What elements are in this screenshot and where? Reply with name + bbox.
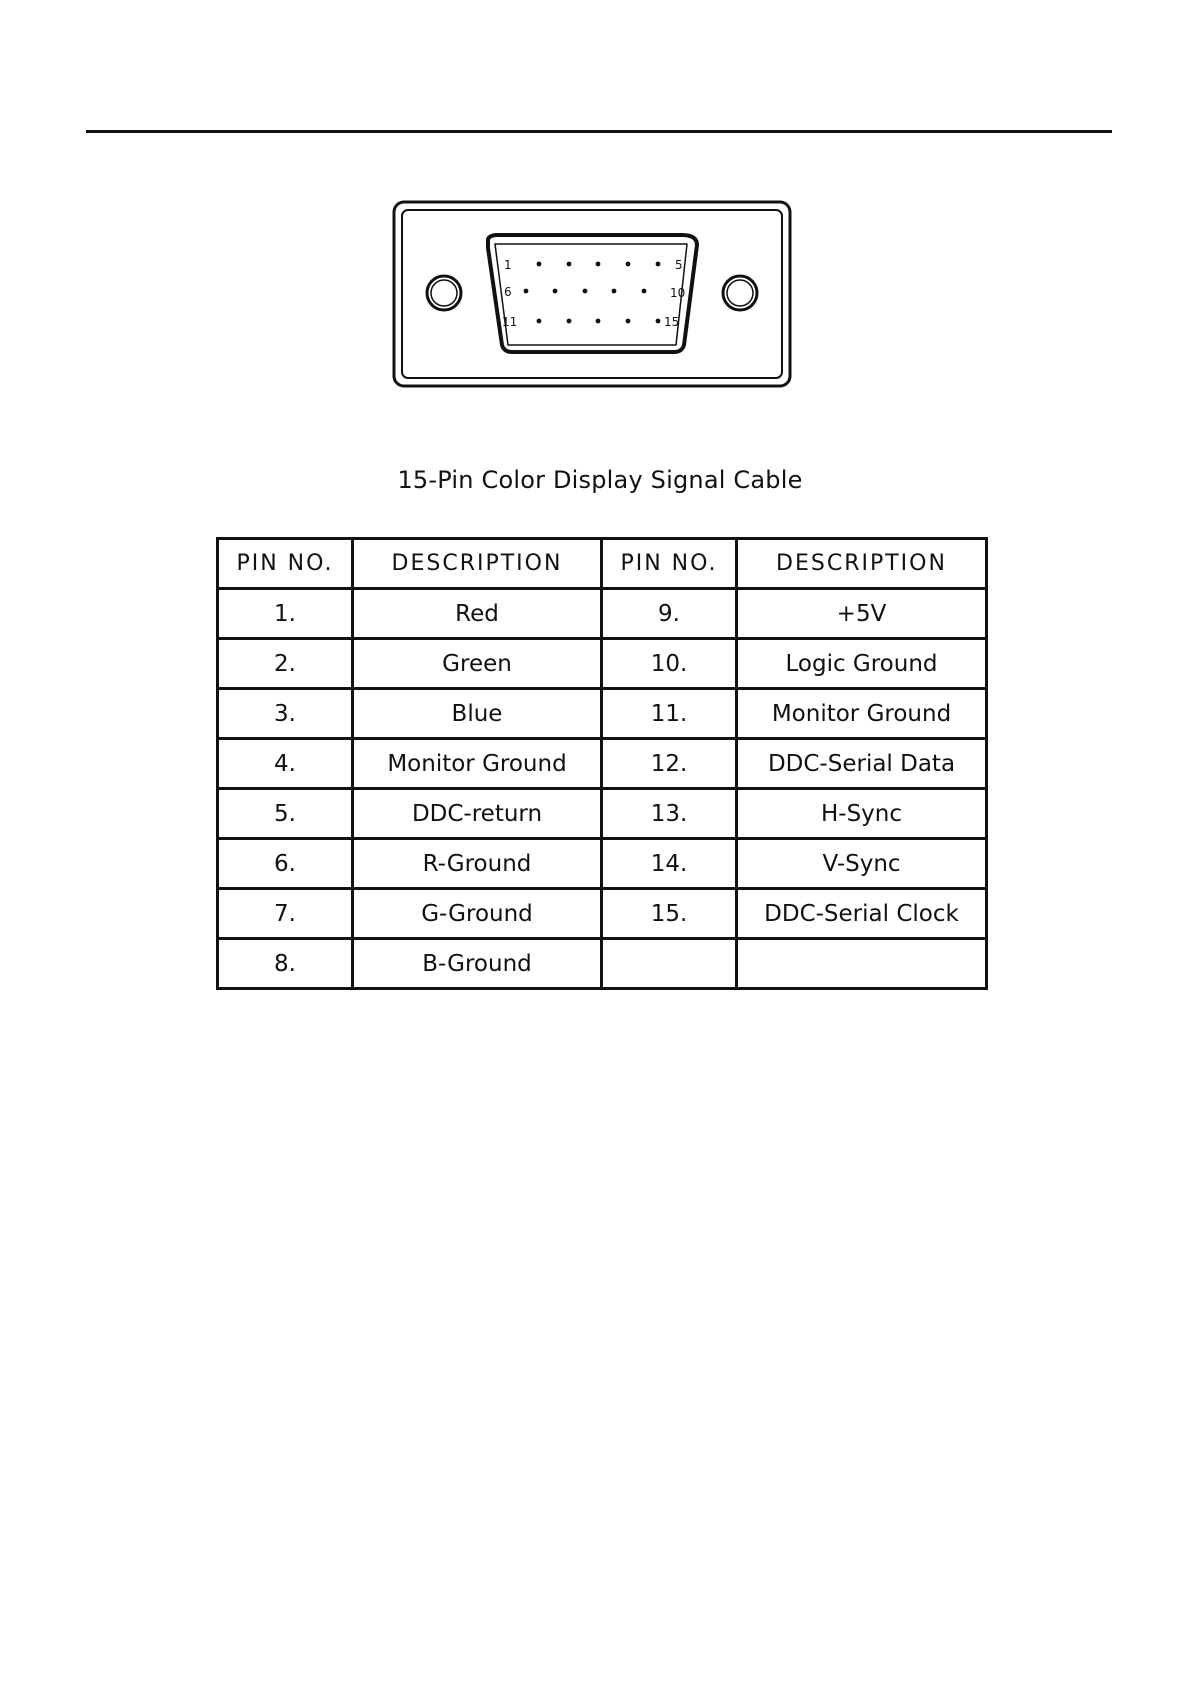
table-row xyxy=(218,939,987,989)
pin-dot xyxy=(596,319,601,324)
description-cell: H-Sync xyxy=(737,789,987,839)
pin-label-5: 5 xyxy=(675,258,683,272)
table-row xyxy=(218,739,987,789)
description-cell: DDC-return xyxy=(353,789,602,839)
dsub-inner xyxy=(495,244,687,345)
header-pin-no: PIN NO. xyxy=(218,539,353,589)
pin-label-15: 15 xyxy=(664,315,680,329)
description-cell: G-Ground xyxy=(353,889,602,939)
pin-label-1: 1 xyxy=(504,258,512,272)
pin-no-cell: 14. xyxy=(602,839,737,889)
description-cell: Green xyxy=(353,639,602,689)
pin-assignment-table xyxy=(216,537,988,990)
pin-dot xyxy=(656,262,661,267)
pin-dot xyxy=(596,262,601,267)
figure-caption: 15-Pin Color Display Signal Cable xyxy=(397,466,803,494)
pin-label-11: 11 xyxy=(502,315,518,329)
pin-dot xyxy=(626,262,631,267)
pin-no-cell: 4. xyxy=(218,739,353,789)
pin-dot xyxy=(656,319,661,324)
pin-no-cell: 11. xyxy=(602,689,737,739)
vga-connector-diagram xyxy=(392,200,792,390)
header-description: DESCRIPTION xyxy=(353,539,602,589)
pin-no-cell: 10. xyxy=(602,639,737,689)
pin-no-cell: 7. xyxy=(218,889,353,939)
pin-dot xyxy=(612,289,617,294)
pin-dot xyxy=(524,289,529,294)
pin-dot xyxy=(567,262,572,267)
screw-hole-right xyxy=(723,276,757,310)
pin-label-6: 6 xyxy=(504,285,512,299)
pin-dot xyxy=(553,289,558,294)
pin-dot xyxy=(642,289,647,294)
description-cell: DDC-Serial Data xyxy=(737,739,987,789)
description-cell xyxy=(737,939,987,989)
pin-dot xyxy=(537,319,542,324)
vga-connector-drawing xyxy=(392,200,792,390)
pin-no-cell: 1. xyxy=(218,589,353,639)
dsub-outer xyxy=(488,235,697,352)
pin-no-cell: 8. xyxy=(218,939,353,989)
description-cell: Red xyxy=(353,589,602,639)
pin-no-cell: 5. xyxy=(218,789,353,839)
header-pin-no: PIN NO. xyxy=(602,539,737,589)
table-header-row xyxy=(218,539,987,589)
table-row xyxy=(218,689,987,739)
connector-shell-outer xyxy=(394,202,790,386)
description-cell: V-Sync xyxy=(737,839,987,889)
pin-no-cell: 13. xyxy=(602,789,737,839)
description-cell: +5V xyxy=(737,589,987,639)
pin-no-cell: 6. xyxy=(218,839,353,889)
pin-no-cell: 9. xyxy=(602,589,737,639)
pin-dot xyxy=(537,262,542,267)
description-cell: Blue xyxy=(353,689,602,739)
pin-label-10: 10 xyxy=(670,286,686,300)
pin-no-cell: 2. xyxy=(218,639,353,689)
table-row xyxy=(218,639,987,689)
pin-dot xyxy=(626,319,631,324)
table-row xyxy=(218,589,987,639)
table-row xyxy=(218,839,987,889)
description-cell: Monitor Ground xyxy=(353,739,602,789)
screw-hole-left xyxy=(427,276,461,310)
pin-no-cell: 3. xyxy=(218,689,353,739)
screw-hole-left-inner xyxy=(431,280,457,306)
description-cell: R-Ground xyxy=(353,839,602,889)
pin-dot xyxy=(567,319,572,324)
table-row xyxy=(218,789,987,839)
screw-hole-right-inner xyxy=(727,280,753,306)
table-row xyxy=(218,889,987,939)
header-description: DESCRIPTION xyxy=(737,539,987,589)
top-rule xyxy=(86,130,1112,133)
pin-no-cell: 12. xyxy=(602,739,737,789)
pin-no-cell xyxy=(602,939,737,989)
pin-no-cell: 15. xyxy=(602,889,737,939)
pin-dot xyxy=(583,289,588,294)
description-cell: B-Ground xyxy=(353,939,602,989)
description-cell: Monitor Ground xyxy=(737,689,987,739)
description-cell: Logic Ground xyxy=(737,639,987,689)
description-cell: DDC-Serial Clock xyxy=(737,889,987,939)
